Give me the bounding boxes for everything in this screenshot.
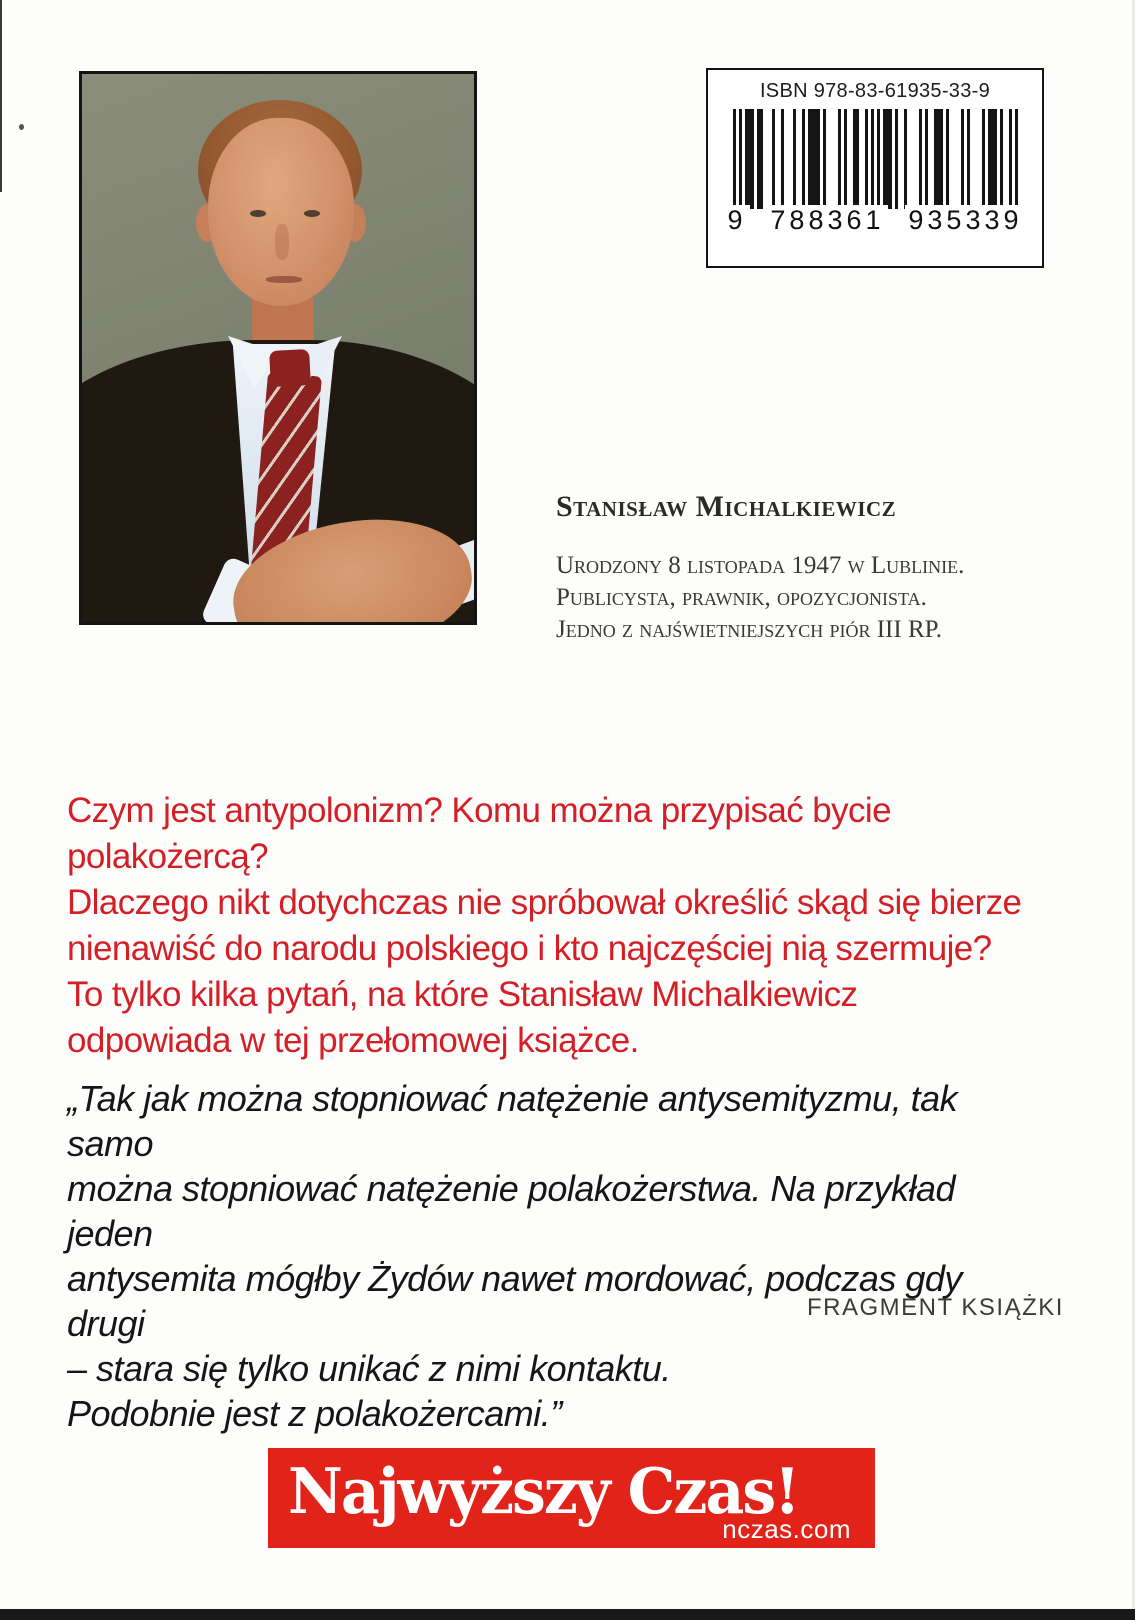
author-bio-line: Urodzony 8 listopada 1947 w Lublinie.	[556, 552, 965, 579]
quote-line: antysemita mógłby Żydów nawet mordować, podczas gdy drugi	[67, 1258, 962, 1344]
quote-line: Podobnie jest z polakożercami.”	[67, 1393, 562, 1434]
blurb-line: odpowiada w tej przełomowej książce.	[67, 1021, 639, 1060]
blurb-line: nienawiść do narodu polskiego i kto najczęściej nią szermuje?	[67, 929, 992, 968]
barcode-digit-group: 9	[725, 205, 750, 235]
author-bio-line: Jedno z najświetniejszych piór III RP.	[556, 616, 942, 643]
author-bio-line: Publicysta, prawnik, opozycjonista.	[556, 584, 927, 611]
author-name: Stanisław Michalkiewicz	[556, 490, 897, 523]
quote-line: „Tak jak można stopniować natężenie antysemityzmu, tak samo	[67, 1078, 958, 1164]
author-photo	[79, 71, 477, 625]
barcode-digit-group: 788361	[767, 205, 887, 235]
quote-attribution: FRAGMENT KSIĄŻKI	[807, 1294, 1064, 1321]
portrait-eye-left	[250, 210, 266, 217]
scan-edge-artifact-bottom	[0, 1609, 1135, 1620]
isbn-label: ISBN 978-83-61935-33-9	[759, 80, 991, 102]
blurb-line: To tylko kilka pytań, na które Stanisław Michalkiewicz	[67, 975, 858, 1014]
publisher-logo: Najwyższy Czas!	[288, 1456, 799, 1529]
quote-line: można stopniować natężenie polakożerstwa. Na przykład jeden	[67, 1168, 955, 1254]
scan-speck-artifact	[19, 124, 24, 130]
quote-line: – stara się tylko unikać z nimi kontaktu.	[67, 1348, 671, 1389]
publisher-banner	[268, 1448, 875, 1548]
portrait-mouth	[266, 276, 302, 283]
publisher-website: nczas.com	[722, 1514, 851, 1544]
author-block	[556, 490, 1026, 646]
promo-blurb	[67, 788, 1057, 1064]
portrait-nose	[275, 224, 289, 260]
book-excerpt-quote	[67, 1076, 1027, 1436]
portrait-eye-right	[304, 210, 320, 217]
barcode-digits	[725, 205, 1026, 235]
isbn-barcode-box	[706, 68, 1044, 268]
scan-edge-artifact-left	[0, 0, 2, 192]
portrait-tie-knot	[269, 349, 311, 387]
blurb-line: Czym jest antypolonizm? Komu można przypisać bycie polakożercą?	[67, 791, 891, 876]
barcode-digit-group: 935339	[905, 205, 1025, 235]
blurb-line: Dlaczego nikt dotychczas nie spróbował określić skąd się bierze	[67, 883, 1022, 922]
author-bio	[556, 550, 1026, 646]
barcode-bars	[727, 109, 1023, 239]
